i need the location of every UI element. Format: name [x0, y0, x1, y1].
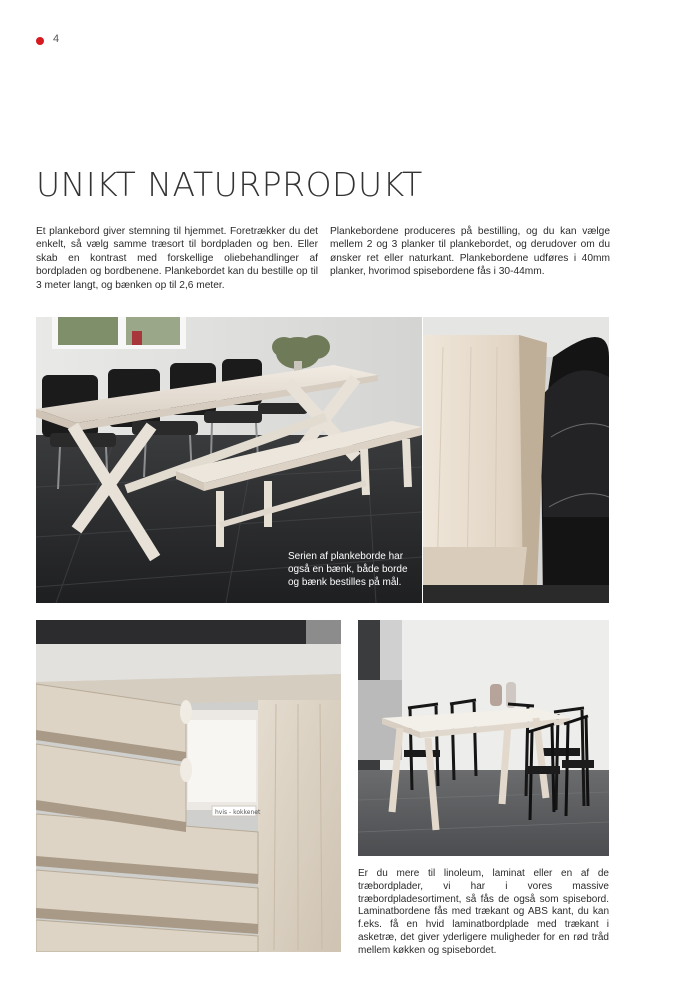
- intro-left-paragraph: Et plankebord giver stemning til hjemmet. Foretrækker du det enkelt, så vælg samme træsort til bordpladen og ben. Eller skab en kontrast med forskellige oliebehandlinger af bordpladen og bordbenene. Plankebordet kan du bestille op til 3 meter langt, og bænken op til 2,6 meter.: [36, 226, 318, 291]
- photo-dining-table: [358, 620, 609, 856]
- drawer-label: hvis - kokkenet: [215, 809, 261, 816]
- photo-plank-edge-closeup: [423, 317, 609, 603]
- intro-right-paragraph: Plankebordene produceres på bestilling, og du kan vælge mellem 2 og 3 planker til plankebordet, og derudover om du ønsker ret eller naturkant. Plankebordene udføres i 40mm planker, hvorimod spisebordene fås i 30-44mm.: [330, 226, 610, 278]
- page-number: 4: [53, 33, 60, 45]
- photo-kitchen-drawers: [36, 620, 341, 952]
- photo-caption-bench: Serien af plankeborde har også en bænk, både borde og bænk bestilles på mål.: [288, 551, 408, 588]
- page-marker-dot: [36, 37, 44, 45]
- laminate-paragraph: Er du mere til linoleum, laminat eller en af de træbordplader, vi har i vores massive træbordpladesortiment, så fås de også som spisebord. Laminatbordene fås med trækant og ABS kant, du kan f.eks. få en hvid laminatbordplade med trækant i asketræ, det giver yderligere muligheder for en rød tråd mellem køkken og spisebordet.: [358, 868, 609, 956]
- page-title: UNIKT NATURPRODUKT: [36, 165, 423, 204]
